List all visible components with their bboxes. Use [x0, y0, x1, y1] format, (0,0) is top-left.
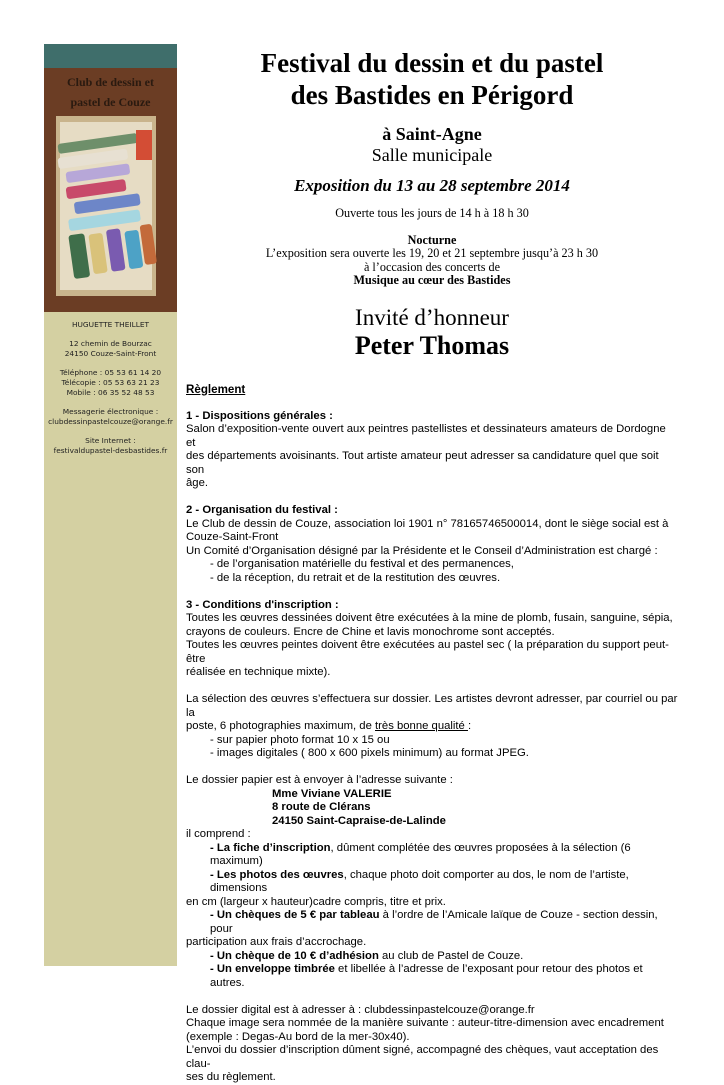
contact-web-label: Site Internet : [85, 436, 136, 445]
logo-title-line2: pastel de Couze [70, 95, 151, 109]
guest-name: Peter Thomas [354, 330, 510, 360]
guest-label: Invité d’honneur [355, 304, 509, 330]
opening-hours: Ouverte tous les jours de 14 h à 18 h 30 [335, 206, 529, 220]
paper-intro: Le dossier papier est à envoyer à l’adresse suivante : [186, 774, 453, 786]
address-name: Mme Viviane VALERIE [272, 787, 392, 800]
event-place: à Saint-Agne [382, 124, 482, 144]
includes-item-bold: - Un chèques de 5 € par tableau [210, 909, 380, 921]
digital-line: Le dossier digital est à adresser à : clubdessinpastelcouze@orange.fr [186, 1003, 535, 1016]
includes-item-text: à l’ordre de l’Amicale laïque de Couze - section dessin, pour [210, 909, 658, 935]
includes-item [186, 963, 678, 990]
includes-item-text: , dûment complétée des œuvres proposées à la sélection (6 maximum) [210, 841, 631, 867]
exposition-dates: Exposition du 13 au 28 septembre 2014 [294, 176, 570, 195]
includes-item-bold: - Les photos des œuvres [210, 868, 344, 881]
includes-item-bold: - Un enveloppe timbrée [210, 963, 335, 975]
selection-text: poste, 6 photographies maximum, de [186, 720, 376, 732]
section1-line: Salon d’exposition-vente ouvert aux peintres pastellistes et dessinateurs amateurs de Dordogne et [186, 423, 666, 449]
section3-line: réalisée en technique mixte). [186, 666, 331, 678]
section1-line: âge. [186, 477, 208, 489]
includes-item [186, 909, 678, 936]
selection-quality-underlined: très bonne qualité [375, 720, 468, 732]
contact-email: clubdessinpastelcouze@orange.fr [48, 417, 173, 426]
digital-line: ses du règlement. [186, 1071, 276, 1083]
reglement-section [186, 383, 678, 1085]
selection-list-item: - sur papier photo format 10 x 15 ou [210, 733, 390, 746]
contact-mobile: Mobile : 06 35 52 48 53 [66, 388, 155, 397]
section2-line: Le Club de dessin de Couze, association loi 1901 n° 78165746500014, dont le siège social est à [186, 517, 669, 530]
main-content [186, 44, 678, 1085]
digital-line: L’envoi du dossier d’inscription dûment signé, accompagné des chèques, vaut acceptation des clau- [186, 1044, 659, 1070]
section3-title: 3 - Conditions d'inscription : [186, 598, 339, 611]
contact-address-line1: 12 chemin de Bourzac [69, 339, 152, 348]
section2-title: 2 - Organisation du festival : [186, 504, 338, 516]
title-line1: Festival du dessin et du pastel [260, 48, 604, 78]
selection-colon: : [467, 720, 472, 732]
reglement-heading: Règlement [186, 382, 246, 396]
sidebar-top-band [44, 44, 177, 68]
nocturne-line3: Musique au cœur des Bastides [353, 273, 511, 287]
digital-line: (exemple : Degas-Au bord de la mer-30x40). [186, 1030, 410, 1043]
section2-line: Couze-Saint-Front [186, 531, 279, 543]
section1-line: des départements avoisinants. Tout artiste amateur peut adresser sa candidature quel que soit son [186, 450, 659, 476]
includes-item [186, 950, 678, 964]
digital-line: Chaque image sera nommée de la manière suivante : auteur-titre-dimension avec encadrement [186, 1017, 664, 1029]
section2-line: Un Comité d’Organisation désigné par la Présidente et le Conseil d’Administration est chargé : [186, 544, 658, 557]
title-line2: des Bastides en Périgord [290, 80, 574, 110]
contact-block [44, 320, 177, 456]
selection-line [186, 720, 678, 734]
logo-title [44, 72, 177, 112]
contact-email-label: Messagerie électronique : [62, 407, 159, 416]
includes-item-bold: - Un chèque de 10 € d’adhésion [210, 949, 379, 962]
page-title [186, 47, 678, 111]
includes-item-text: , chaque photo doit comporter au dos, le nom de l’artiste, dimensions [210, 868, 629, 894]
section3-line: Toutes les œuvres dessinées doivent être exécutées à la mine de plomb, fusain, sanguine, sépia, [186, 612, 673, 624]
contact-name: HUGUETTE THEILLET [71, 320, 150, 329]
section2-list-item: - de la réception, du retrait et de la restitution des œuvres. [210, 571, 501, 584]
contact-address-line2: 24150 Couze-Saint-Front [64, 349, 157, 358]
includes-item-text: et libellée à l’adresse de l’exposant pour retour des photos et autres. [210, 963, 643, 989]
section3-line: crayons de couleurs. Encre de Chine et lavis monochrome sont acceptés. [186, 625, 555, 638]
includes-item [186, 869, 678, 896]
includes-item-text: au club de Pastel de Couze. [378, 949, 524, 962]
section1-title: 1 - Dispositions générales : [186, 409, 333, 422]
event-venue: Salle municipale [371, 145, 493, 165]
selection-list-item: - images digitales ( 800 x 600 pixels minimum) au format JPEG. [210, 747, 529, 759]
nocturne-title: Nocturne [407, 232, 457, 247]
section3-line: Toutes les œuvres peintes doivent être exécutées au pastel sec ( la préparation du support peut-être [186, 639, 669, 665]
nocturne-line1: L’exposition sera ouverte les 19, 20 et 21 septembre jusqu’à 23 h 30 [265, 246, 599, 260]
sidebar [44, 44, 177, 966]
selection-line: La sélection des œuvres s’effectuera sur dossier. Les artistes devront adresser, par courriel ou par la [186, 693, 678, 719]
includes-item-continued: en cm (largeur x hauteur)cadre compris, titre et prix. [186, 895, 446, 908]
section2-list-item: - de l’organisation matérielle du festival et des permanences, [210, 558, 514, 570]
contact-web: festivaldupastel-desbastides.fr [53, 446, 168, 455]
club-logo-pastels-image [44, 68, 177, 312]
address-city: 24150 Saint-Capraise-de-Lalinde [272, 814, 446, 827]
includes-item [186, 842, 678, 869]
logo-title-line1: Club de dessin et [66, 75, 155, 89]
address-street: 8 route de Clérans [272, 801, 371, 813]
includes-item-bold: - La fiche d’inscription [210, 841, 331, 854]
contact-fax: Télécopie : 05 53 63 21 23 [61, 378, 160, 387]
includes-item-continued: participation aux frais d’accrochage. [186, 936, 367, 948]
contact-phone: Téléphone : 05 53 61 14 20 [59, 368, 162, 377]
includes-label: il comprend : [186, 828, 251, 840]
nocturne-line2: à l’occasion des concerts de [363, 259, 501, 274]
